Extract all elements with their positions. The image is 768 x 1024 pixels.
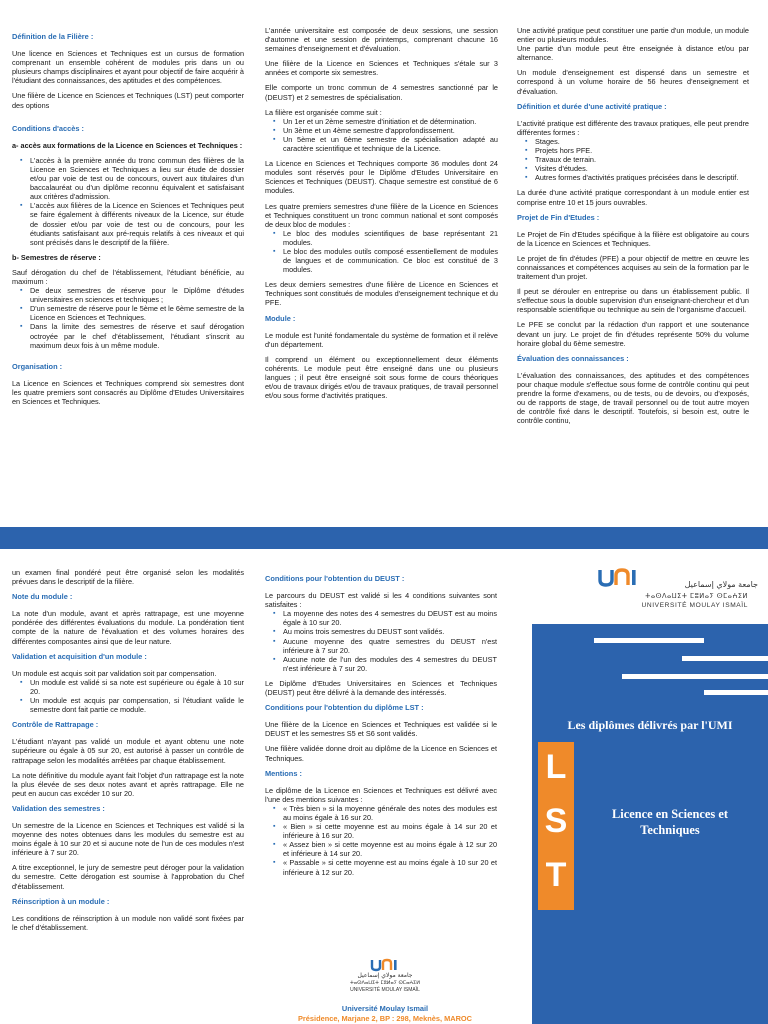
list-item: ▪ Travaux de terrain. bbox=[535, 155, 749, 164]
reinscription-heading: Réinscription à un module : bbox=[12, 896, 110, 906]
semesters-heading: Validation des semestres : bbox=[12, 803, 105, 813]
paragraph: Le module est l'unité fondamentale du système de formation et il relève d'un département. bbox=[265, 330, 498, 349]
paragraph: Le Diplôme d'Etudes Universitaires en Sciences et Techniques (DEUST) peut être délivré à la demande des intéressés. bbox=[265, 678, 497, 698]
list-item: ▪ Projets hors PFE. bbox=[535, 146, 749, 155]
paragraph: L'activité pratique est différente des travaux pratiques, elle peut prendre différentes formes : bbox=[517, 118, 749, 137]
list-item: ▪ L'accès aux filières de la Licence en Sciences et Techniques peut se faire également à différents niveaux de la Licence, sur étude de dossier et/ou par voie de test ou de concours, pour les étudiants satisfaisant aux pré-requis relatifs à ces niveaux et qui sont précisés dans le descriptif de la filière. bbox=[30, 201, 244, 246]
paragraph: Il peut se dérouler en entreprise ou dans un établissement public. Il s'effectue sous la double supervision d'un enseignant-chercheur et d'un responsable scientifique ou technique au sein de l'organisme d'accueil. bbox=[517, 287, 749, 315]
footer-tifinagh: ⵜⴰⵙⴷⴰⵡⵉⵜ ⵎⵓⵍⴰⵢ ⵙⵎⴰⵄⵉⵍ bbox=[350, 980, 420, 986]
list-item: ▪ Aucune note de l'un des modules des 4 semestres du DEUST n'est inférieure à 7 sur 20. bbox=[283, 655, 497, 673]
letter-s: S bbox=[544, 802, 568, 840]
organisation-paragraph: La Licence en Sciences et Techniques comprend six semestres dont les quatre premiers sont consacrés au Diplôme d'Etudes Universitaires en Sciences et Techniques. bbox=[12, 378, 244, 406]
list-item: ▪ La moyenne des notes des 4 semestres du DEUST est au moins égale à 10 sur 20. bbox=[283, 609, 497, 627]
paragraph: Une filière de la Licence en Sciences et Techniques est validée si le DEUST et les semestres S5 et S6 sont validés. bbox=[265, 720, 497, 739]
evaluation-heading: Évaluation des connaissances : bbox=[517, 353, 629, 363]
list-item: ▪ Aucune moyenne des quatre semestres du DEUST n'est inférieure à 7 sur 20. bbox=[283, 637, 497, 655]
list-item: ▪ Le bloc des modules outils composé essentiellement de modules de langues et de communication. Ce bloc est constitué de 3 modules. bbox=[283, 247, 498, 274]
footer-logo bbox=[340, 958, 430, 998]
pfe-heading: Projet de Fin d'Etudes : bbox=[517, 212, 600, 222]
options-paragraph: Une filière de Licence en Sciences et Techniques (LST) peut comporter des options bbox=[12, 91, 244, 110]
paragraph: A titre exceptionnel, le jury de semestre peut déroger pour la validation du semestre. Cette dérogation est soumise à l'approbation du Chef d'établissement. bbox=[12, 863, 244, 891]
letter-t: T bbox=[545, 856, 567, 894]
access-heading: Conditions d'accès : bbox=[12, 123, 84, 133]
paragraph: Le parcours du DEUST est validé si les 4 conditions suivantes sont satisfaites : bbox=[265, 591, 497, 610]
paragraph: Les quatre premiers semestres d'une filière de la Licence en Sciences et Techniques constituent un tronc commun national et sont composés de deux bloc de modules : bbox=[265, 201, 498, 229]
list-item: ▪ « Très bien » si la moyenne générale des notes des modules est au moins égale à 16 sur 20. bbox=[283, 804, 497, 822]
umi-logo-icon bbox=[370, 958, 400, 972]
list-item: ▪ Un module est acquis par compensation, si l'étudiant valide le semestre dont fait partie ce module. bbox=[30, 696, 244, 714]
paragraph: La filière est organisée comme suit : bbox=[265, 107, 382, 117]
letter-l: L bbox=[545, 748, 567, 786]
panel-activities bbox=[517, 26, 749, 431]
paragraph: Une filière de la Licence en Sciences et Techniques s'étale sur 3 années et comporte six semestres. bbox=[265, 59, 498, 78]
fold-band bbox=[0, 527, 768, 549]
logo-arabic: جامعة مولاي إسماعيل bbox=[684, 580, 758, 589]
list-item: ▪ L'accès à la première année du tronc commun des filières de la Licence en Sciences et Techniques a lieu sur étude de dossier et/ou par voie de test ou de concours, ouvert aux titulaires d'un baccalauréat ou d'un diplôme reconnu équivalent et satisfaisant aux critères d'admission. bbox=[30, 156, 244, 201]
paragraph: Un module d'enseignement est dispensé dans un semestre et correspond à un volume horaire de 56 heures d'enseignement et d'évaluation. bbox=[517, 68, 749, 96]
paragraph: Les conditions de réinscription à un module non validé sont fixées par le chef d'établissement. bbox=[12, 913, 244, 932]
list-item: ▪ De deux semestres de réserve pour le Diplôme d'études universitaires en sciences et techniques ; bbox=[30, 286, 244, 304]
deust-conditions-list bbox=[265, 609, 497, 673]
paragraph: Il comprend un élément ou exceptionnellement deux éléments cohérents. Le module peut être enseigné dans une ou plusieurs langues ; il peut être enseigné soit sous forme de cours théoriques et/ou de travaux dirigés et/ou de travaux pratiques, de travail personnel et/ou sous forme d'activités pratiques. bbox=[265, 354, 498, 401]
paragraph: Le projet de fin d'études (PFE) a pour objectif de mettre en œuvre les connaissances et compétences acquises au sein de la formation par le traitement d'un projet. bbox=[517, 253, 749, 282]
list-item: ▪ « Passable » si cette moyenne est au moins égale à 10 sur 20 et inférieure à 12 sur 20. bbox=[283, 858, 497, 876]
decorative-stripe bbox=[594, 638, 704, 643]
paragraph: L'année universitaire est composée de deux sessions, une session d'automne et une session de printemps, comprenant chacune 16 semaines d'enseignement et d'évaluation. bbox=[265, 26, 498, 54]
list-item: ▪ D'un semestre de réserve pour le 5ème et le 6ème semestre de la Licence en Sciences et Techniques. bbox=[30, 304, 244, 322]
paragraph: Le PFE se conclut par la rédaction d'un rapport et une soutenance devant un jury. Le projet de fin d'études représente 50% du volume horaire global du 6ème semestre. bbox=[517, 320, 749, 348]
paragraph: L'étudiant n'ayant pas validé un module et ayant obtenu une note supérieure ou égale à 05 sur 20, est autorisé à passer un contrôle de rattrapage selon les modalités arrêtées par chaque établissement. bbox=[12, 737, 244, 765]
mentions-list bbox=[265, 804, 497, 877]
blocks-list bbox=[265, 229, 498, 274]
paragraph: Une partie d'un module peut être enseignée à distance et/ou par alternance. bbox=[517, 44, 749, 63]
list-item: ▪ Autres formes d'activités pratiques précisées dans le descriptif. bbox=[535, 173, 749, 182]
list-item: ▪ « Assez bien » si cette moyenne est au moins égale à 12 sur 20 et inférieure à 14 sur 20. bbox=[283, 840, 497, 858]
access-b-title: b- Semestres de réserve : bbox=[12, 252, 101, 262]
organisation-heading: Organisation : bbox=[12, 361, 63, 371]
list-item: ▪ Au moins trois semestres du DEUST sont validés. bbox=[283, 627, 497, 636]
access-a-list bbox=[12, 156, 244, 247]
definition-paragraph: Une licence en Sciences et Techniques est un cursus de formation comprenant un ensemble cohérent de modules pris dans un ou plusieurs champs disciplinaires et ayant pour objectif de faire acquérir à l'étudiant des connaissances, des aptitudes et des compétences. bbox=[12, 49, 244, 86]
list-item: ▪ Le bloc des modules scientifiques de base représentant 21 modules. bbox=[283, 229, 498, 247]
paragraph: La Licence en Sciences et Techniques comporte 36 modules dont 24 modules sont réservés pour le Diplôme d'Etudes Universitaire en Sciences et Techniques (DEUST). Chaque semestre est constitué de 6 modules. bbox=[265, 159, 498, 196]
paragraph: La durée d'une activité pratique correspondant à un module entier est comprise entre 10 et 15 jours ouvrables. bbox=[517, 188, 749, 207]
list-item: ▪ Un module est validé si sa note est supérieure ou égale à 10 sur 20. bbox=[30, 678, 244, 696]
logo-latin: UNIVERSITÉ MOULAY ISMAÏL bbox=[641, 602, 748, 609]
paragraph: Un semestre de la Licence en Sciences et Techniques est validé si la moyenne des notes obtenues dans les modules du semestre est au moins égale à 10 sur 20 et si aucune note de l'un de ces modules n'est inférieure à 7 sur 20. bbox=[12, 820, 244, 858]
paragraph: Le diplôme de la Licence en Sciences et Techniques est délivré avec l'une des mentions suivantes : bbox=[265, 785, 497, 804]
paragraph: La note définitive du module ayant fait l'objet d'un rattrapage est la note la plus élevée de ses deux notes avant et après rattrapage. Elle ne peut en aucun cas excéder 10 sur 20. bbox=[12, 770, 244, 798]
definition-heading: Définition de la Filière : bbox=[12, 32, 94, 41]
validation-heading: Validation et acquisition d'un module : bbox=[12, 651, 147, 661]
lst-heading: Conditions pour l'obtention du diplôme LST : bbox=[265, 703, 424, 713]
access-b-list bbox=[12, 286, 244, 350]
panel-organisation bbox=[265, 26, 498, 406]
umi-logo bbox=[598, 566, 758, 616]
paragraph: Un module est acquis soit par validation soit par compensation. bbox=[12, 668, 217, 678]
lst-bar bbox=[538, 742, 574, 910]
panel-module-notes bbox=[12, 568, 244, 938]
cover-title: Licence en Sciences et Techniques bbox=[612, 807, 728, 837]
list-item: ▪ Un 5ème et un 6ème semestre de spécialisation adapté au caractère scientifique et technique de la Licence. bbox=[283, 135, 498, 153]
list-item: ▪ Un 1er et un 2ème semestre d'initiation et de détermination. bbox=[283, 117, 498, 126]
university-name: Université Moulay Ismail bbox=[341, 1004, 429, 1013]
decorative-stripe bbox=[704, 690, 768, 695]
deust-heading: Conditions pour l'obtention du DEUST : bbox=[265, 574, 405, 583]
mentions-heading: Mentions : bbox=[265, 768, 302, 778]
list-item: ▪ Dans la limite des semestres de réserve et sauf dérogation octroyée par le chef d'établissement, l'étudiant s'inscrit au maximum deux fois à un même module. bbox=[30, 322, 244, 349]
paragraph: Une filière validée donne droit au diplôme de la Licence en Sciences et Techniques. bbox=[265, 744, 497, 763]
decorative-stripe bbox=[682, 656, 768, 661]
activity-forms-list bbox=[517, 137, 749, 182]
footer-arabic: جامعة مولاي إسماعيل bbox=[357, 972, 413, 979]
validation-list bbox=[12, 678, 244, 714]
access-b-intro: Sauf dérogation du chef de l'établissement, l'étudiant bénéficie, au maximum : bbox=[12, 267, 244, 286]
paragraph: Elle comporte un tronc commun de 4 semestres sanctionné par le (DEUST) et 2 semestres de spécialisation. bbox=[265, 83, 498, 102]
logo-tifinagh: ⵜⴰⵙⴷⴰⵡⵉⵜ ⵎⵓⵍⴰⵢ ⵙⵎⴰⵄⵉⵍ bbox=[645, 592, 748, 600]
panel-definition bbox=[12, 26, 244, 412]
module-heading: Module : bbox=[265, 313, 296, 323]
cover-tagline: Les diplômes délivrés par l'UMI bbox=[567, 718, 733, 732]
note-heading: Note du module : bbox=[12, 592, 73, 602]
paragraph: L'évaluation des connaissances, des aptitudes et des compétences pour chaque module s'effectue sous forme de contrôle continu qui peut prendre la forme d'examens, ou de tests, ou de devoirs, ou d'exposés, ou de rapports de stage, de travail personnel ou de tout autre moyen de contrôle fixé dans le descriptif. Toutefois, si besoin est, outre le contrôle continu, bbox=[517, 370, 749, 426]
paragraph: un examen final pondéré peut être organisé selon les modalités prévues dans le descriptif de la filière. bbox=[12, 568, 244, 587]
panel-diplomas bbox=[265, 568, 497, 883]
paragraph: Les deux derniers semestres d'une filière de Licence en Sciences et Techniques sont constitués de modules d'enseignement technique et du PFE. bbox=[265, 280, 498, 308]
activity-heading: Définition et durée d'une activité pratique : bbox=[517, 101, 667, 111]
footer-latin: UNIVERSITÉ MOULAY ISMAÏL bbox=[350, 987, 420, 993]
list-item: ▪ Visites d'études. bbox=[535, 164, 749, 173]
decorative-stripe bbox=[622, 674, 768, 679]
semesters-list bbox=[265, 117, 498, 153]
paragraph: Le Projet de Fin d'Etudes spécifique à la filière est obligatoire au cours de la Licence en Sciences et Techniques. bbox=[517, 229, 749, 248]
rattrapage-heading: Contrôle de Rattrapage : bbox=[12, 720, 99, 730]
list-item: ▪ « Bien » si cette moyenne est au moins égale à 14 sur 20 et inférieure à 16 sur 20. bbox=[283, 822, 497, 840]
paragraph: La note d'un module, avant et après rattrapage, est une moyenne pondérée des différentes évaluations du module. La pondération tient compte de la nature de l'évaluation et des volumes horaires des différentes composantes ainsi que de leur nature. bbox=[12, 609, 244, 646]
paragraph: Une activité pratique peut constituer une partie d'un module, un module entier ou plusieurs modules. bbox=[517, 26, 749, 45]
university-address: Présidence, Marjane 2, BP : 298, Meknès, MAROC bbox=[297, 1014, 473, 1023]
list-item: ▪ Un 3ème et un 4ème semestre d'approfondissement. bbox=[283, 126, 498, 135]
list-item: ▪ Stages. bbox=[535, 137, 749, 146]
access-a-title: a- accès aux formations de la Licence en Sciences et Techniques : bbox=[12, 140, 243, 150]
